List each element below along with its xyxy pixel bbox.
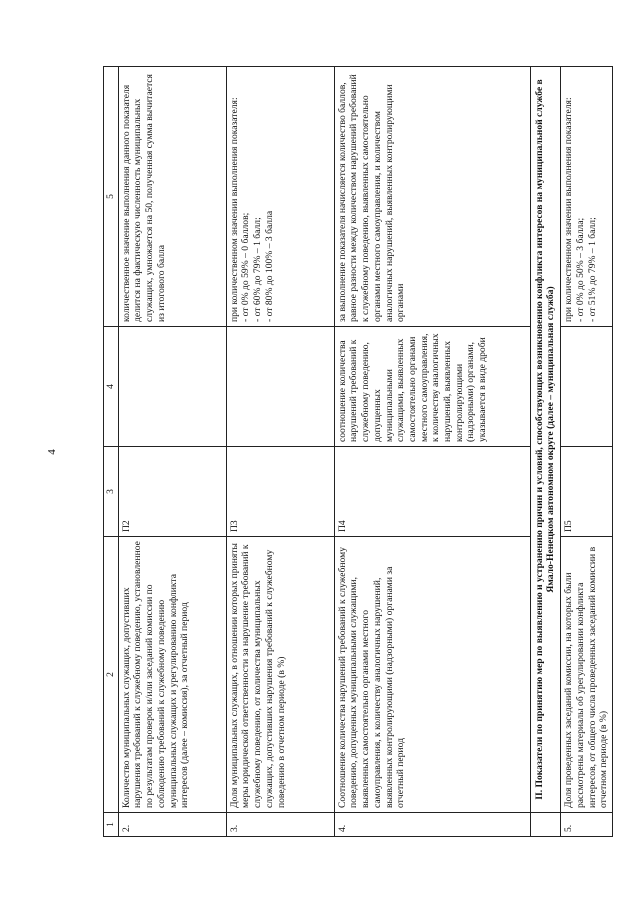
header-col-5: 5: [104, 67, 119, 327]
indicator-formula: [561, 327, 613, 447]
indicator-formula: [226, 327, 334, 447]
header-col-2: 2: [104, 537, 119, 813]
indicator-name: Соотношение количества нарушений требований к служебному поведению, допущенных муниципальными служащими, выявленных самостоятельно органами местного самоуправления, к количеству аналогичных нарушений, выявленных контролирующими (надзорными) органами за отчетный период: [334, 537, 530, 813]
table-row: [118, 67, 226, 837]
method-line: - от 60% до 79% – 1 балл;: [252, 217, 264, 322]
table-row: [334, 67, 530, 837]
header-col-4: 4: [104, 327, 119, 447]
indicator-method: за выполнение показателя начисляется количество баллов, равное разности между количеством нарушений требований к служебному поведению, выявленных самостоятельно органами местного самоуправления, и количеством аналогичных нарушений, выявленных контролирующими органами: [334, 67, 530, 327]
indicator-code: П4: [334, 447, 530, 537]
method-line: - от 0% до 59% – 0 баллов;: [240, 212, 252, 322]
page-number: 4: [46, 449, 58, 455]
method-line: - от 0% до 50% – 3 балла;: [574, 217, 586, 322]
indicator-code: П2: [118, 447, 226, 537]
indicator-name: Доля проведенных заседаний комиссии, на которых были рассмотрены материалы об урегулировании конфликта интересов, от общего числа проведенных заседаний комиссии в отчетном периоде (в %): [561, 537, 613, 813]
method-line: - от 51% до 79% – 1 балл;: [586, 217, 598, 322]
indicator-code: П5: [561, 447, 613, 537]
indicator-method: [226, 67, 334, 327]
indicator-name: Доля муниципальных служащих, в отношении которых приняты меры юридической ответственности за нарушение требований к служебному поведению, от количества муниципальных служащих, допустивших нарушения требований к служебному поведению в отчетном периоде (в %): [226, 537, 334, 813]
method-line: - от 80% до 100% – 3 балла: [263, 210, 275, 322]
indicator-formula: соотношение количества нарушений требований к служебному поведению, допущенных муниципальными служащими, выявленных самостоятельно органами местного самоуправления, к количеству аналогичных нарушений, выявленных контролирующими (надзорными) органами, указывается в виде дроби: [334, 327, 530, 447]
header-row: [104, 67, 119, 837]
indicator-method: количественное значение выполнения данного показателя делится на фактическую численность муниципальных служащих, умножается на 50, полученная сумма вычитается из итогового балла: [118, 67, 226, 327]
header-col-1: 1: [104, 813, 119, 837]
header-col-3: 3: [104, 447, 119, 537]
indicator-code: П3: [226, 447, 334, 537]
section-row: [530, 67, 560, 837]
rotated-table-container: [103, 67, 610, 837]
indicator-formula: [118, 327, 226, 447]
method-line: при количественном значении выполнения показателя:: [228, 97, 240, 322]
table-row: [561, 67, 613, 837]
method-line: при количественном значении выполнения показателя:: [563, 97, 575, 322]
row-number: 3.: [226, 813, 334, 837]
indicators-table: [103, 66, 613, 837]
row-number: 5.: [561, 813, 613, 837]
table-row: [226, 67, 334, 837]
indicator-name: Количество муниципальных служащих, допустивших нарушения требований к служебному поведению, установленное по результатам проверок и/или заседаний комиссии по соблюдению требований к служебному поведению муниципальных служащих и урегулированию конфликта интересов (далее – комиссия), за отчетный период: [118, 537, 226, 813]
indicator-method: [561, 67, 613, 327]
section-title: II. Показатели по принятию мер по выявлению и устранению причин и условий, способствующих возникновению конфликта интересов на муниципальной службе в Ямало-Ненецком автономном округе (далее – муниципальная служба): [530, 67, 560, 813]
row-number: 4.: [334, 813, 530, 837]
row-number: 2.: [118, 813, 226, 837]
